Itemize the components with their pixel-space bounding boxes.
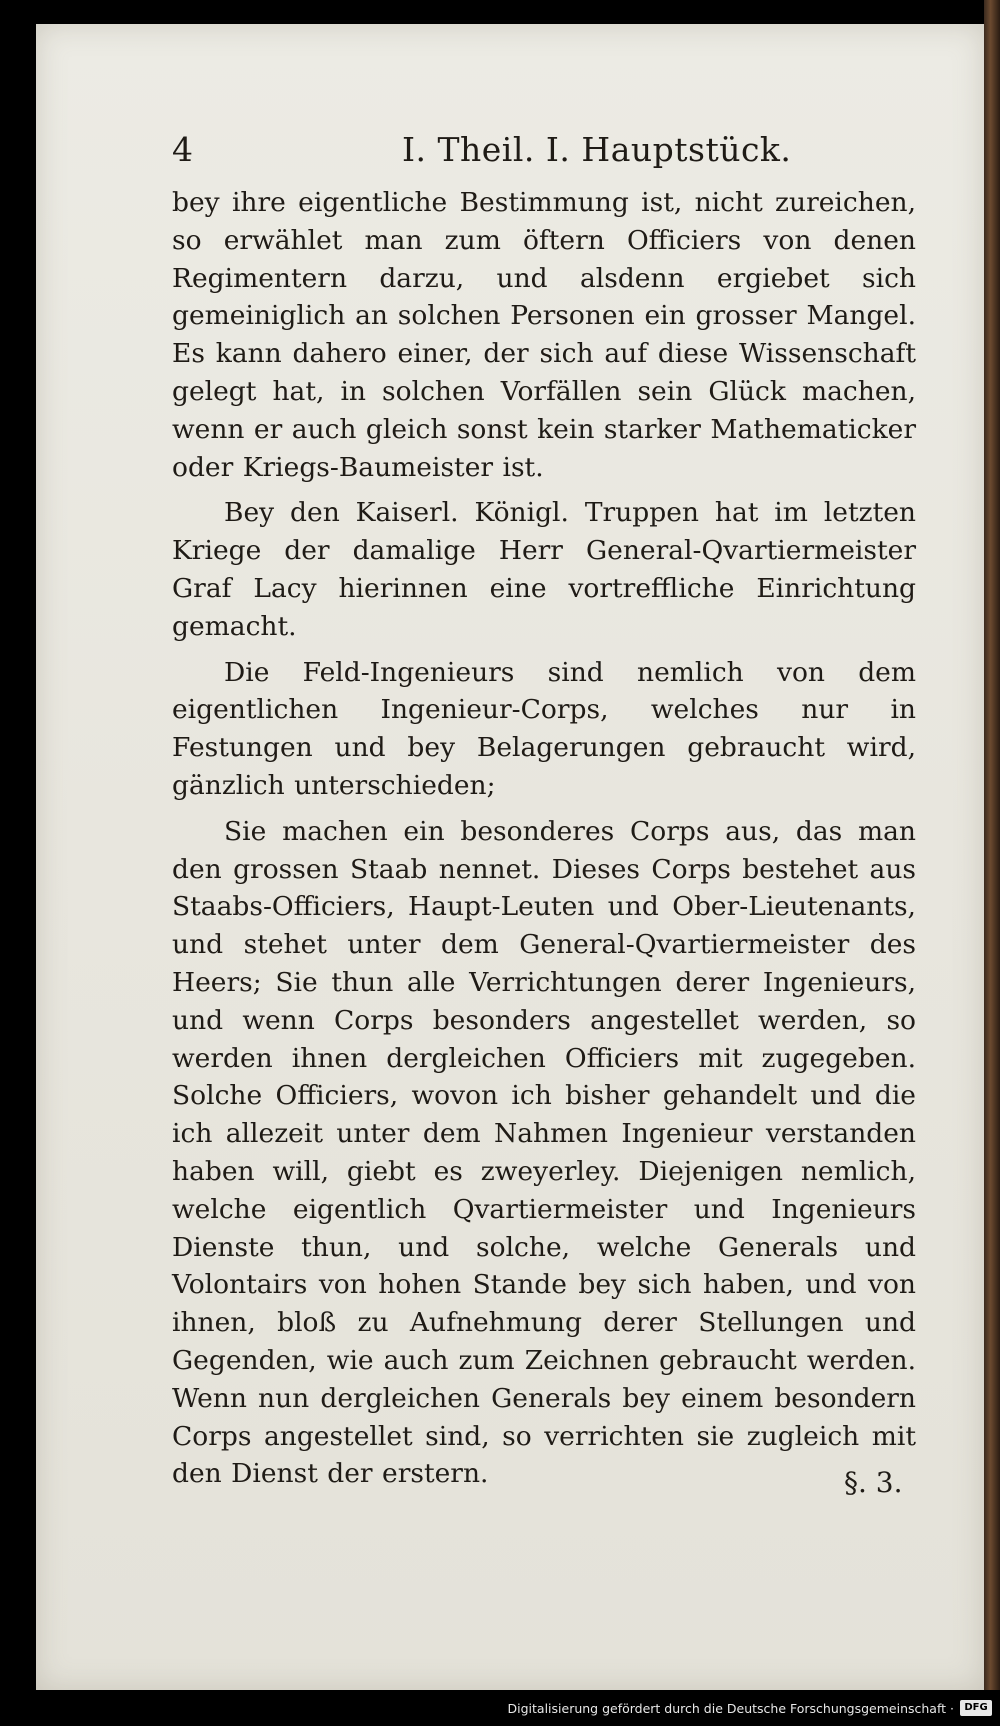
paragraph-4: Sie machen ein besonderes Corps aus, das man den grossen Staab nennet. Dieses Corps bestehet aus Staabs-Officiers, Haupt-Leuten und Ober-Lieutenants, und stehet unter dem General-Qvartiermeister des Heers; Sie thun alle Verrichtungen derer Ingenieurs, und wenn Corps besonders angestellet werden, so werden ihnen dergleichen Officiers mit zugegeben. Solche Officiers, wovon ich bisher gehandelt und die ich allezeit unter dem Nahmen Ingenieur verstanden haben will, giebt es zweyerley. Diejenigen nemlich, welche eigentlich Qvartiermeister und Ingenieurs Dienste thun, und solche, welche Generals und Volontairs von hohen Stande bey sich haben, und von ihnen, bloß zu Aufnehmung derer Stellungen und Gegenden, wie auch zum Zeichnen gebraucht werden. Wenn nun dergleichen Generals bey einem besondern Corps angestellet sind, so verrichten sie zugleich mit den Dienst der erstern. (172, 815, 916, 1490)
digitization-credit: Digitalisierung gefördert durch die Deutsche Forschungsgemeinschaft · (507, 1701, 954, 1716)
dfg-logo-icon: DFG (960, 1700, 992, 1716)
book-binding-edge (984, 0, 1000, 1690)
running-head: I. Theil. I. Hauptstück. (402, 130, 792, 169)
paragraph-2: Bey den Kaiserl. Königl. Truppen hat im letzten Kriege der damalige Herr General-Qvartiermeister Graf Lacy hierinnen eine vortreffliche Einrichtung gemacht. (172, 497, 916, 642)
page-number: 4 (172, 130, 193, 169)
text-column (172, 120, 916, 1493)
catchword: §. 3. (844, 1466, 903, 1499)
page-header (172, 120, 916, 184)
paragraph-1: bey ihre eigentliche Bestimmung ist, nicht zureichen, so erwählet man zum öftern Officiers von denen Regimentern darzu, und alsdenn ergiebet sich gemeiniglich an solchen Personen ein grosser Mangel. Es kann dahero einer, der sich auf diese Wissenschaft gelegt hat, in solchen Vorfällen sein Glück machen, wenn er auch gleich sonst kein starker Mathematicker oder Kriegs-Baumeister ist. (172, 187, 917, 483)
paragraph-3: Die Feld-Ingenieurs sind nemlich von dem eigentlichen Ingenieur-Corps, welches nur in Festungen und bey Belagerungen gebraucht wird, gänzlich unterschieden; (172, 656, 916, 801)
